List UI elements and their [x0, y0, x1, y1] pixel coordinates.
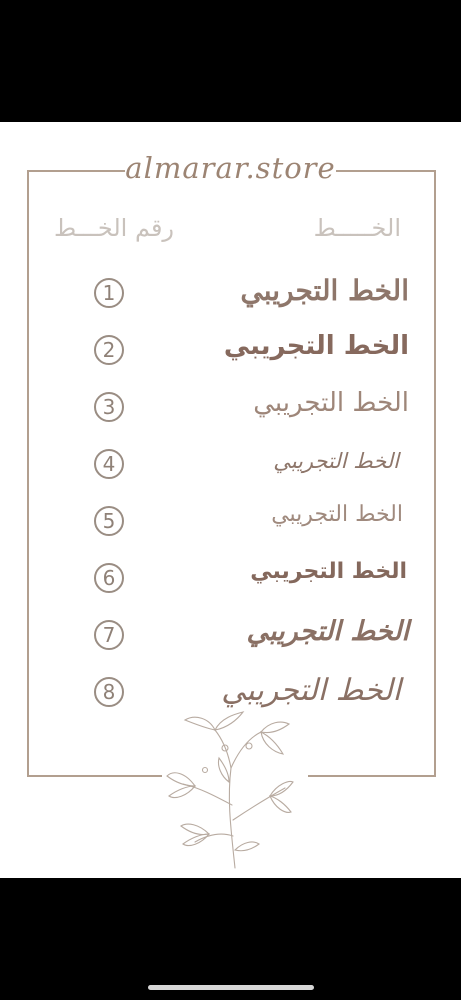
font-sample-text: الخط التجريبي	[271, 502, 403, 527]
font-row-4	[0, 439, 461, 495]
font-sample-text: الخط التجريبي	[273, 449, 399, 473]
font-row-6	[0, 553, 461, 609]
font-catalog-card	[0, 122, 461, 878]
font-row-1	[0, 268, 461, 324]
font-row-2	[0, 325, 461, 381]
floral-branch-icon	[165, 710, 295, 870]
font-number-badge: 6	[94, 563, 124, 593]
header-font-number-label: رقم الخـــط	[54, 214, 175, 242]
font-sample-text: الخط التجريبي	[223, 331, 409, 361]
header-font-label: الخـــــط	[313, 214, 401, 242]
font-row-5	[0, 496, 461, 552]
font-number-badge: 4	[94, 449, 124, 479]
font-sample-text: الخط التجريبي	[250, 559, 407, 584]
frame-bottom-left-line	[27, 775, 162, 777]
font-row-3	[0, 382, 461, 438]
brand-title: almarar.store	[125, 151, 336, 185]
font-sample-text: الخط التجريبي	[240, 274, 409, 307]
home-indicator[interactable]	[148, 985, 314, 990]
font-number-badge: 2	[94, 335, 124, 365]
font-sample-text: الخط التجريبي	[221, 673, 401, 708]
font-number-badge: 1	[94, 278, 124, 308]
font-row-7	[0, 610, 461, 666]
font-number-badge: 5	[94, 506, 124, 536]
font-number-badge: 3	[94, 392, 124, 422]
font-number-badge: 8	[94, 677, 124, 707]
font-number-badge: 7	[94, 620, 124, 650]
font-sample-text: الخط التجريبي	[246, 616, 409, 647]
frame-bottom-right-line	[308, 775, 436, 777]
font-sample-text: الخط التجريبي	[253, 388, 409, 418]
